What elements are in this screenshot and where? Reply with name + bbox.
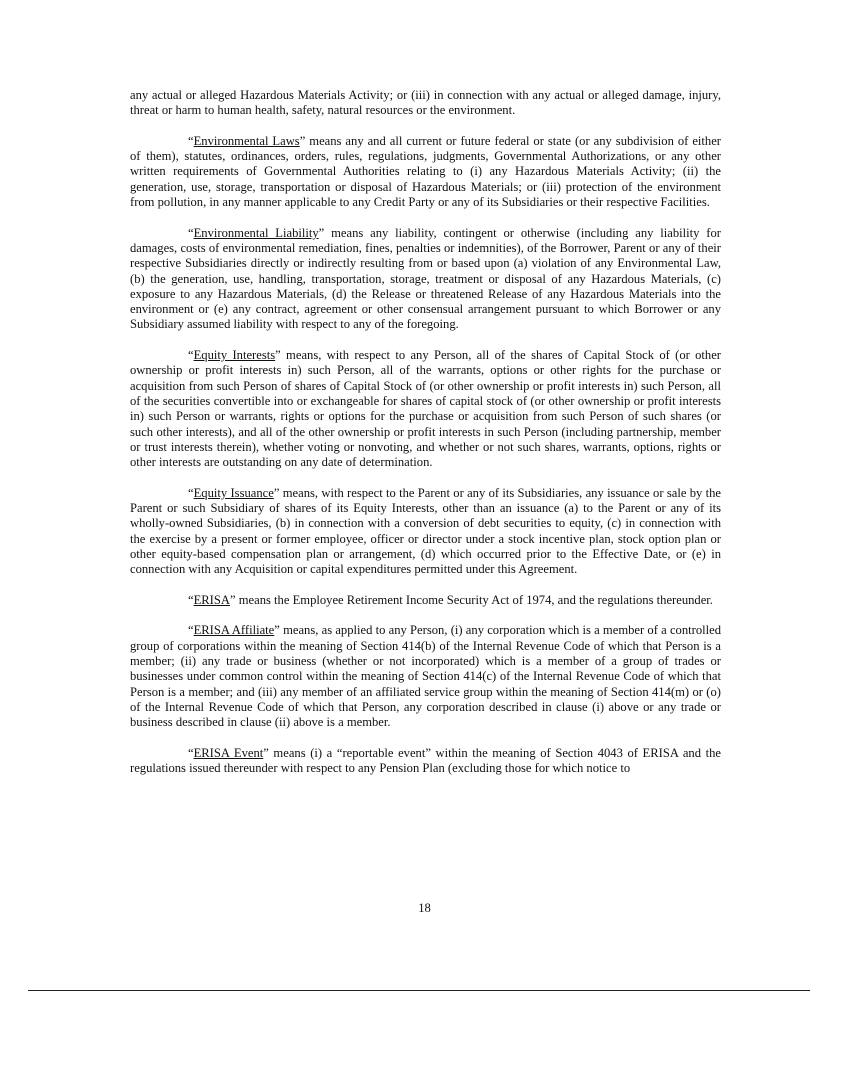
definition-erisa-event: “ERISA Event” means (i) a “reportable event” within the meaning of Section 4043 of ERISA and the regulations issued thereunder with respect to any Pension Plan (excluding those for which notice to: [130, 745, 721, 776]
defined-term: ERISA: [193, 592, 230, 607]
definition-environmental-laws: “Environmental Laws” means any and all current or future federal or state (or any subdivision of either of them), statutes, ordinances, orders, rules, regulations, judgments, Governmental Authorizations, or any other written requirements of Governmental Authorities relating to (i) any Hazardous Materials Activity; (ii) the generation, use, storage, transportation or disposal of Hazardous Materials; or (iii) protection of the environment from pollution, in any manner applicable to any Credit Party or any of its Subsidiaries or their respective Facilities.: [130, 133, 721, 210]
definition-equity-issuance: “Equity Issuance” means, with respect to the Parent or any of its Subsidiaries, any issuance or sale by the Parent or such Subsidiary of shares of its Equity Interests, other than an issuance (a) to the Parent or any of its wholly-owned Subsidiaries, (b) in connection with a conversion of debt securities to equity, (c) in connection with the exercise by a present or former employee, officer or director under a stock incentive plan, stock option plan or other equity-based compensation plan or arrangement, (d) which occurred prior to the Effective Date, or (e) in connection with any Acquisition or capital expenditures permitted under this Agreement.: [130, 485, 721, 577]
definition-text: means any and all current or future federal or state (or any subdivision of either of them), statutes, ordinances, orders, rules, regulations, judgments, Governmental Authorizations, or any other written requirements of Governmental Authorities relating to (i) any Hazardous Materials Activity; (ii) the generation, use, storage, transportation or disposal of Hazardous Materials; or (iii) protection of the environment from pollution, in any manner applicable to any Credit Party or any of its Subsidiaries or their respective Facilities.: [130, 133, 721, 210]
definition-equity-interests: “Equity Interests” means, with respect to any Person, all of the shares of Capital Stock of (or other ownership or profit interests in) such Person, all of the warrants, options or other rights for the purchase or acquisition from such Person of shares of Capital Stock of (or other ownership or profit interests in) such Person, all of the securities convertible into or exchangeable for shares of capital stock of (or other ownership or profit interests in) such Person or warrants, rights or options for the purchase or acquisition from such Person of such shares (or such other interests), and all of the other ownership or profit interests in such Person (including partnership, member or trust interests therein), whether voting or nonvoting, and whether or not such shares, warrants, options, rights or other interests are outstanding on any date of determination.: [130, 348, 721, 470]
definition-erisa: “ERISA” means the Employee Retirement Income Security Act of 1974, and the regulations thereunder.: [188, 592, 713, 607]
defined-term: Environmental Liability: [193, 225, 319, 240]
definition-environmental-liability: “Environmental Liability” means any liability, contingent or otherwise (including any liability for damages, costs of environmental remediation, fines, penalties or indemnities), of the Borrower, Parent or any of their respective Subsidiaries directly or indirectly resulting from or based upon (a) violation of any Environmental Law, (b) the generation, use, handling, transportation, storage, treatment or disposal of any Hazardous Materials, (c) exposure to any Hazardous Materials, (d) the Release or threatened Release of any Hazardous Materials into the environment or (e) any contract, agreement or other consensual arrangement pursuant to which Borrower or any Subsidiary assumed liability with respect to any of the foregoing.: [130, 225, 721, 332]
definition-text: means any liability, contingent or otherwise (including any liability for damages, costs of environmental remediation, fines, penalties or indemnities), of the Borrower, Parent or any of their respective Subsidiaries directly or indirectly resulting from or based upon (a) violation of any Environmental Law, (b) the generation, use, handling, transportation, storage, treatment or disposal of any Hazardous Materials, (c) exposure to any Hazardous Materials, (d) the Release or threatened Release of any Hazardous Materials into the environment or (e) any contract, agreement or other consensual arrangement pursuant to which Borrower or any Subsidiary assumed liability with respect to any of the foregoing.: [130, 225, 721, 332]
document-body: [130, 88, 721, 792]
defined-term: Environmental Laws: [193, 133, 300, 148]
continuation-paragraph: any actual or alleged Hazardous Materials Activity; or (iii) in connection with any actual or alleged damage, injury, threat or harm to human health, safety, natural resources or the environment.: [130, 88, 721, 118]
definition-text: means, with respect to any Person, all of the shares of Capital Stock of (or other ownership or profit interests in) such Person, all of the warrants, options or other rights for the purchase or acquisition from such Person of shares of Capital Stock of (or other ownership or profit interests in) such Person, all of the securities convertible into or exchangeable for shares of capital stock of (or other ownership or profit interests in) such Person or warrants, rights or options for the purchase or acquisition from such Person of such shares (or such other interests), and all of the other ownership or profit interests in such Person (including partnership, member or trust interests therein), whether voting or nonvoting, and whether or not such shares, warrants, options, rights or other interests are outstanding on any date of determination.: [130, 348, 721, 470]
defined-term: Equity Issuance: [193, 485, 274, 500]
defined-term: Equity Interests: [193, 348, 276, 363]
page-number: 18: [418, 901, 431, 915]
definition-erisa-affiliate: “ERISA Affiliate” means, as applied to any Person, (i) any corporation which is a member of a controlled group of corporations within the meaning of Section 414(b) of the Internal Revenue Code of which that Person is a member; (ii) any trade or business (whether or not incorporated) which is a member of a group of trades or businesses under common control within the meaning of Section 414(c) of the Internal Revenue Code of which that Person is a member; and (iii) any member of an affiliated service group within the meaning of Section 414(m) or (o) of the Internal Revenue Code of which that Person, any corporation described in clause (i) above or any trade or business described in clause (ii) above is a member.: [130, 623, 722, 730]
definition-text: means, with respect to the Parent or any of its Subsidiaries, any issuance or sale by the Parent or such Subsidiary of shares of its Equity Interests, other than an issuance (a) to the Parent or any of its wholly-owned Subsidiaries, (b) in connection with a conversion of debt securities to equity, (c) in connection with the exercise by a present or former employee, officer or director under a stock incentive plan, stock option plan or other equity-based compensation plan or arrangement, (d) which occurred prior to the Effective Date, or (e) in connection with any Acquisition or capital expenditures permitted under this Agreement.: [130, 485, 721, 577]
defined-term: ERISA Affiliate: [193, 623, 275, 638]
footer-divider: [28, 990, 810, 991]
definition-text: means (i) a “reportable event” within the meaning of Section 4043 of ERISA and the regulations issued thereunder with respect to any Pension Plan (excluding those for which notice to: [130, 745, 721, 776]
defined-term: ERISA Event: [193, 745, 264, 760]
definition-text: means the Employee Retirement Income Security Act of 1974, and the regulations thereunder.: [235, 592, 713, 607]
definition-text: means, as applied to any Person, (i) any corporation which is a member of a controlled group of corporations within the meaning of Section 414(b) of the Internal Revenue Code of which that Person is a member; (ii) any trade or business (whether or not incorporated) which is a member of a group of trades or businesses under common control within the meaning of Section 414(c) of the Internal Revenue Code of which that Person is a member; and (iii) any member of an affiliated service group within the meaning of Section 414(m) or (o) of the Internal Revenue Code of which that Person, any corporation described in clause (i) above or any trade or business described in clause (ii) above is a member.: [130, 623, 722, 730]
